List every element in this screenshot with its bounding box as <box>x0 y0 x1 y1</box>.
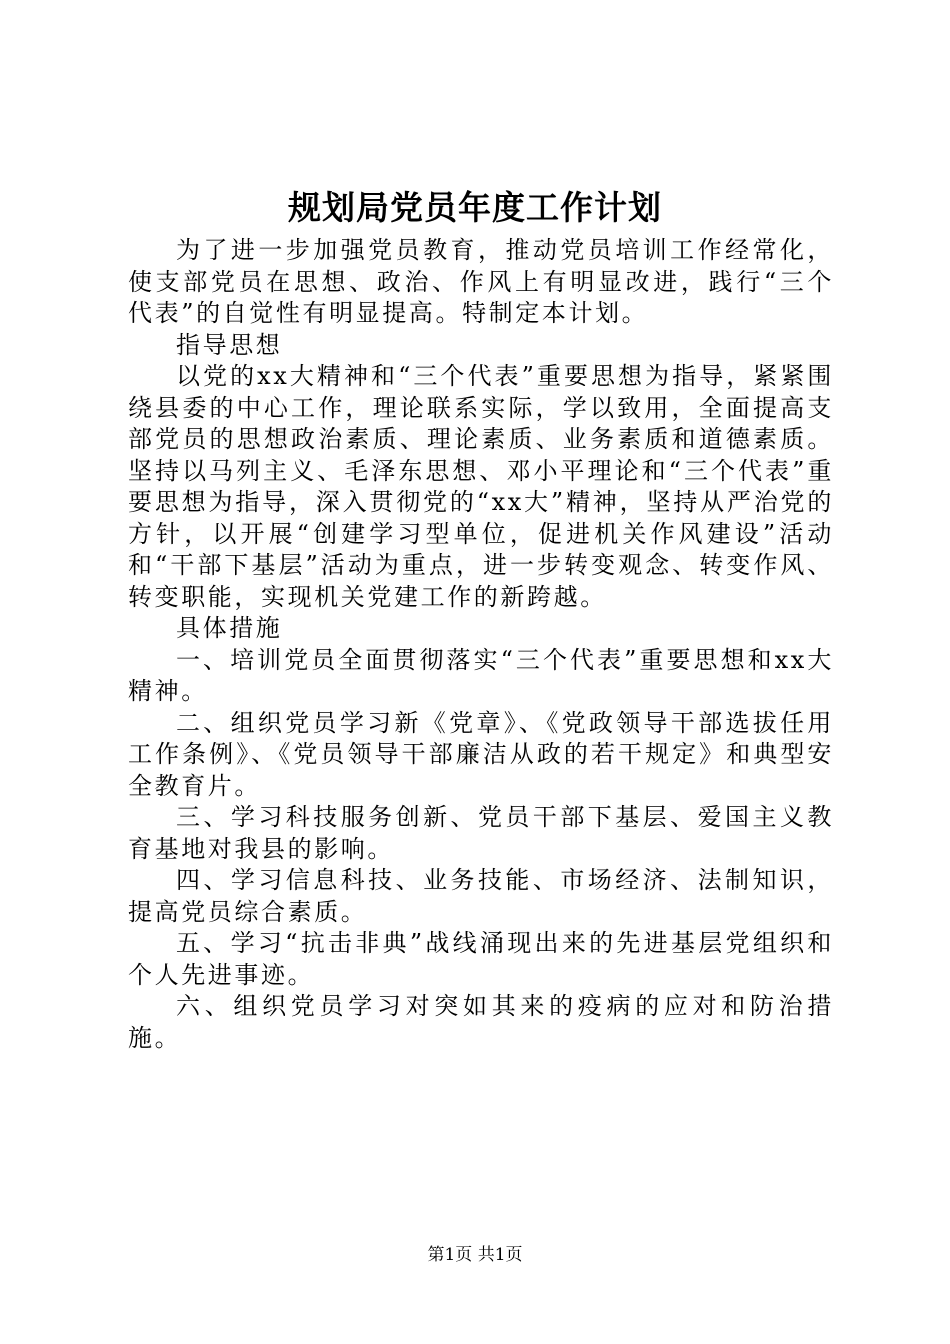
heading-specific-measures: 具体措施 <box>176 614 283 642</box>
document-body <box>128 235 834 1054</box>
paragraph-intro: 为了进一步加强党员教育，推动党员培训工作经常化，使支部党员在思想、政治、作风上有明显改进，践行“三个代表”的自觉性有明显提高。特制定本计划。 <box>128 236 834 327</box>
page-number-footer: 第1页 共1页 <box>427 1245 523 1265</box>
measure-item-4: 四、学习信息科技、业务技能、市场经济、法制知识，提高党员综合素质。 <box>128 866 834 926</box>
measure-item-2: 二、组织党员学习新《党章》、《党政领导干部选拔任用工作条例》、《党员领导干部廉洁从政的若干规定》和典型安全教育片。 <box>128 708 834 800</box>
measure-item-5: 五、学习“抗击非典”战线涌现出来的先进基层党组织和个人先进事迹。 <box>128 929 834 989</box>
paragraph-guiding-ideology: 以党的xx大精神和“三个代表”重要思想为指导，紧紧围绕县委的中心工作，理论联系实际，学以致用，全面提高支部党员的思想政治素质、理论素质、业务素质和道德素质。坚持以马列主义、毛泽东思想、邓小平理论和“三个代表”重要思想为指导，深入贯彻党的“xx大”精神，坚持从严治党的方针，以开展“创建学习型单位，促进机关作风建设”活动和“干部下基层”活动为重点，进一步转变观念、转变作风、转变职能，实现机关党建工作的新跨越。 <box>128 362 834 611</box>
measure-item-3: 三、学习科技服务创新、党员干部下基层、爱国主义教育基地对我县的影响。 <box>128 803 834 863</box>
measure-item-6: 六、组织党员学习对突如其来的疫病的应对和防治措施。 <box>128 992 834 1052</box>
heading-guiding-ideology: 指导思想 <box>176 330 283 359</box>
document-title: 规划局党员年度工作计划 <box>288 188 662 227</box>
measure-item-1: 一、培训党员全面贯彻落实“三个代表”重要思想和xx大精神。 <box>128 645 834 705</box>
